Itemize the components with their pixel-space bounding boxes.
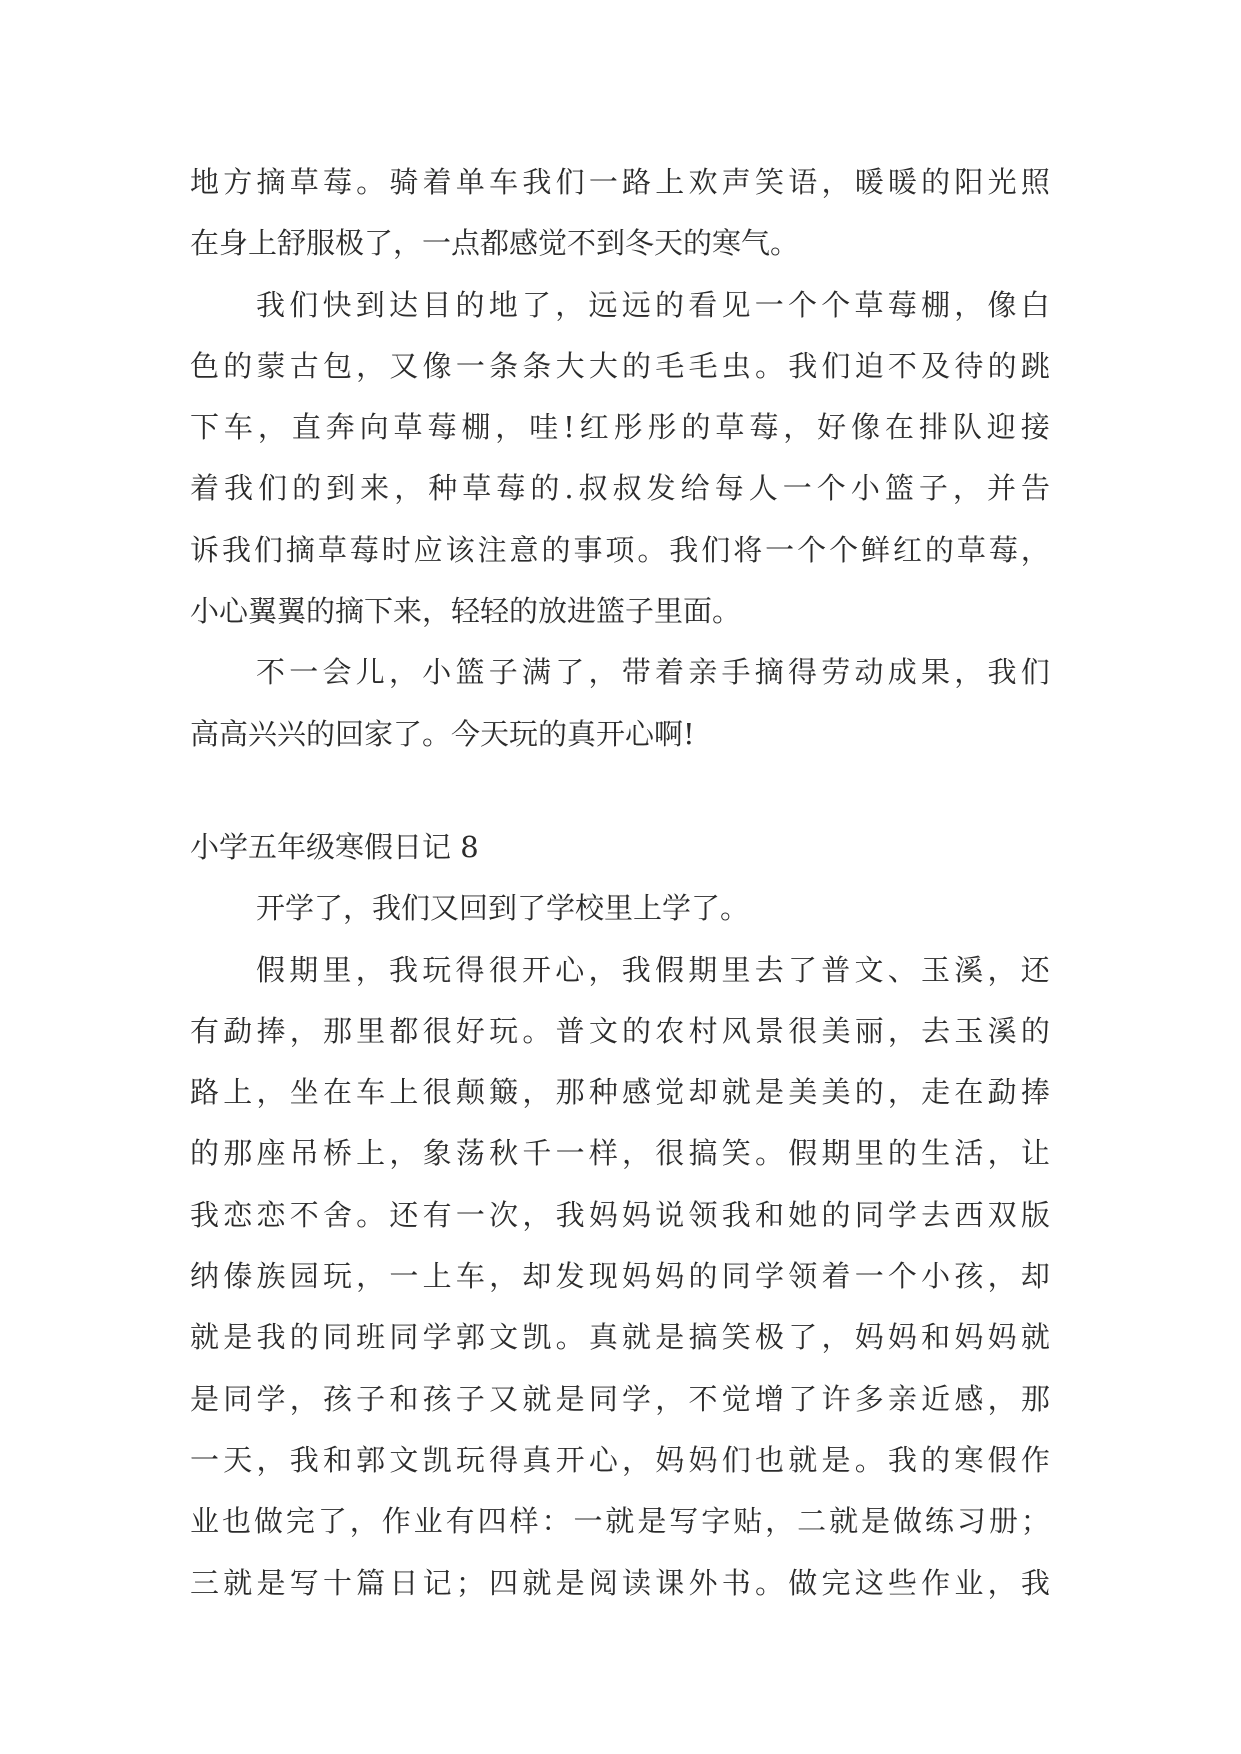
text-line: 不 一 会 儿 ， 小 篮 子 满 了 ， 带 着 亲 手 摘 得 劳 动 成 果 ， 我 们	[256, 655, 1050, 690]
text-line: 有 勐 捧 ， 那 里 都 很 好 玩 。 普 文 的 农 村 风 景 很 美 丽 ， 去 玉 溪 的	[190, 1013, 1050, 1048]
text-line: 我 恋 恋 不 舍 。 还 有 一 次 ， 我 妈 妈 说 领 我 和 她 的 同 学 去 西 双 版	[190, 1197, 1050, 1232]
text-line: 就 是 我 的 同 班 同 学 郭 文 凯 。 真 就 是 搞 笑 极 了 ， 妈 妈 和 妈 妈 就	[190, 1320, 1050, 1355]
text-line: 诉 我 们 摘 草 莓 时 应 该 注 意 的 事 项 。 我 们 将 一 个 个 鲜 红 的 草 莓 ，	[190, 532, 1050, 567]
text-line: 纳 傣 族 园 玩 ， 一 上 车 ， 却 发 现 妈 妈 的 同 学 领 着 一 个 小 孩 ， 却	[190, 1259, 1050, 1294]
text-line: 开学了，我们又回到了学校里上学了。	[256, 891, 750, 926]
text-line: 是 同 学 ， 孩 子 和 孩 子 又 就 是 同 学 ， 不 觉 增 了 许 多 亲 近 感 ， 那	[190, 1381, 1050, 1416]
text-line: 一 天 ， 我 和 郭 文 凯 玩 得 真 开 心 ， 妈 妈 们 也 就 是 。 我 的 寒 假 作	[190, 1442, 1050, 1477]
text-line: 色 的 蒙 古 包 ， 又 像 一 条 条 大 大 的 毛 毛 虫 。 我 们 迫 不 及 待 的 跳	[190, 348, 1050, 383]
paragraph-strawberry	[190, 275, 1050, 643]
text-line: 着 我 们 的 到 来 ， 种 草 莓 的 . 叔 叔 发 给 每 人 一 个 小 篮 子 ， 并 告	[190, 471, 1050, 506]
paragraph-holiday	[190, 940, 1050, 1614]
text-line: 路 上 ， 坐 在 车 上 很 颠 簸 ， 那 种 感 觉 却 就 是 美 美 的 ， 走 在 勐 捧	[190, 1075, 1050, 1110]
text-line: 小心翼翼的摘下来，轻轻的放进篮子里面。	[190, 594, 742, 629]
text-line: 的 那 座 吊 桥 上 ， 象 荡 秋 千 一 样 ， 很 搞 笑 。 假 期 里 的 生 活 ， 让	[190, 1136, 1050, 1171]
text-line: 业 也 做 完 了 ， 作 业 有 四 样 ： 一 就 是 写 字 贴 ， 二 就 是 做 练 习 册 ；	[190, 1504, 1050, 1539]
text-line: 地 方 摘 草 莓 。 骑 着 单 车 我 们 一 路 上 欢 声 笑 语 ， 暖 暖 的 阳 光 照	[190, 165, 1050, 199]
section-spacer	[190, 765, 1050, 817]
text-line: 高高兴兴的回家了。今天玩的真开心啊!	[190, 716, 695, 751]
document-body	[190, 152, 1050, 1614]
text-line: 我 们 快 到 达 目 的 地 了 ， 远 远 的 看 见 一 个 个 草 莓 棚 ， 像 白	[256, 287, 1050, 322]
text-line: 三 就 是 写 十 篇 日 记 ； 四 就 是 阅 读 课 外 书 。 做 完 这 些 作 业 ， 我	[190, 1565, 1050, 1600]
paragraph-home	[190, 642, 1050, 765]
section-title: 小学五年级寒假日记 8	[190, 829, 479, 864]
text-line: 假 期 里 ， 我 玩 得 很 开 心 ， 我 假 期 里 去 了 普 文 、 玉 溪 ， 还	[256, 952, 1050, 987]
text-line: 下 车 ， 直 奔 向 草 莓 棚 ， 哇 ! 红 彤 彤 的 草 莓 ， 好 像 在 排 队 迎 接	[190, 410, 1050, 445]
paragraph-top	[190, 152, 1050, 275]
text-line: 在身上舒服极了，一点都感觉不到冬天的寒气。	[190, 226, 800, 261]
paragraph-school	[190, 878, 1050, 939]
